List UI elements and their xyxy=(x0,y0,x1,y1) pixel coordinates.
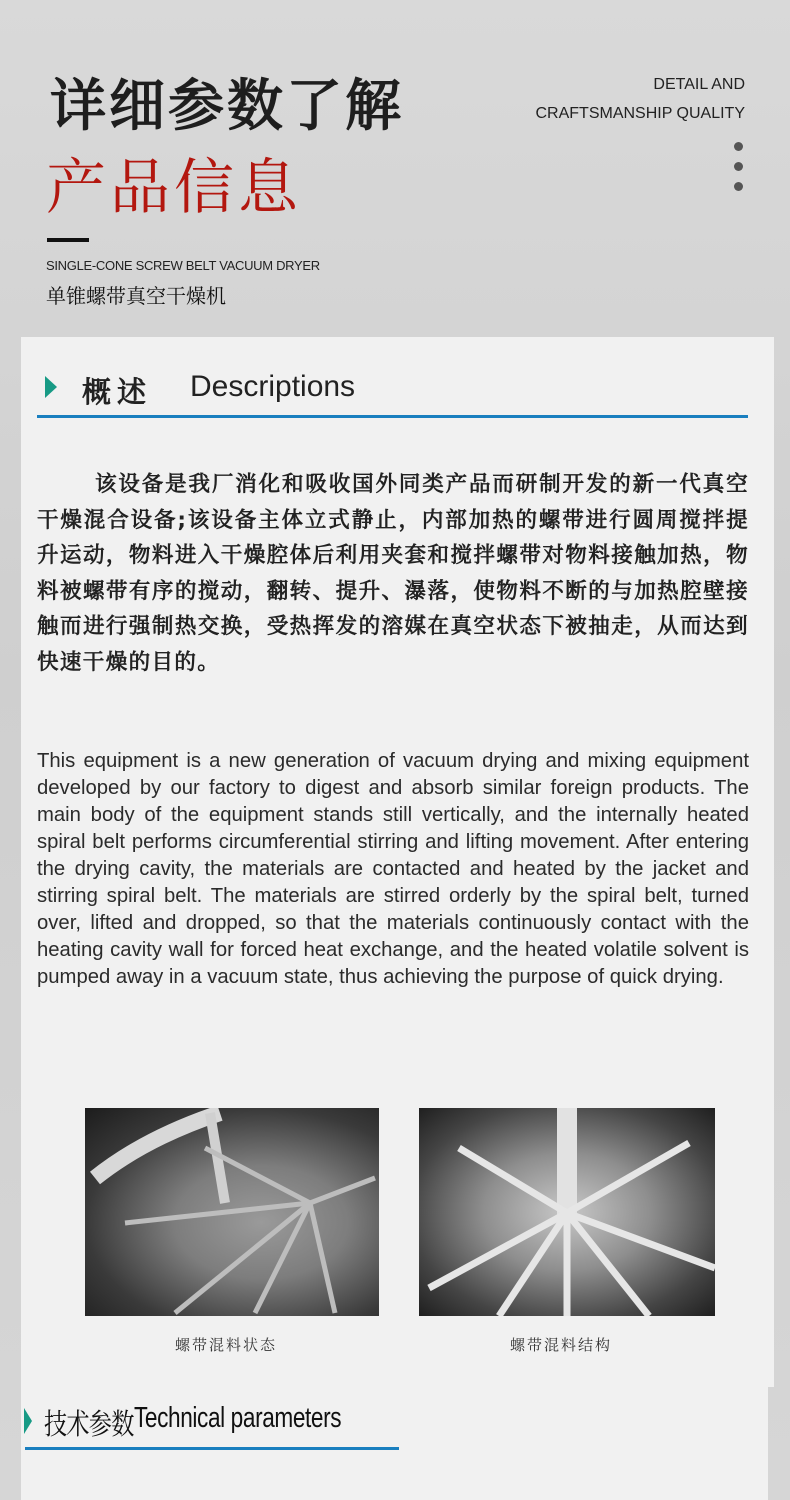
triangle-marker-icon xyxy=(24,1408,32,1434)
descriptions-heading xyxy=(40,367,750,419)
divider-bar xyxy=(47,238,89,242)
triangle-marker-icon xyxy=(45,376,57,398)
section-rule xyxy=(25,1447,399,1450)
descriptions-heading-en: Descriptions xyxy=(190,370,356,403)
product-name-en: SINGLE-CONE SCREW BELT VACUUM DRYER xyxy=(46,258,320,273)
technical-heading xyxy=(22,1400,402,1450)
page-header xyxy=(0,0,790,335)
description-paragraph-cn: 该设备是我厂消化和吸收国外同类产品而研制开发的新一代真空干燥混合设备;该设备主体立式静止，内部加热的螺带进行圆周搅拌提升运动，物料进入干燥腔体后利用夹套和搅拌螺带对物料接触加热，物料被螺带有序的搅动，翻转、提升、瀑落，使物料不断的与加热腔壁接触而进行强制热交换，受热挥发的溶媒在真空状态下被抽走，从而达到快速干燥的目的。 xyxy=(37,472,749,675)
product-name-cn: 单锥螺带真空干燥机 xyxy=(46,284,226,308)
technical-heading-cn: 技术参数 xyxy=(44,1407,134,1441)
photo-caption: 螺带混料状态 xyxy=(175,1336,278,1354)
detail-line-1: DETAIL AND xyxy=(653,76,745,93)
description-paragraph-en: This equipment is a new generation of vacuum drying and mixing equipment developed by our factory to digest and absorb similar foreign products. The main body of the equipment stands still vertically, and the internally heated spiral belt performs circumferential stirring and lifting movement. After entering the drying cavity, the materials are contacted and heated by the jacket and stirring spiral belt. The materials are stirred orderly by the spiral belt, turned over, lifted and dropped, so that the materials continuously contact with the heating cavity wall for forced heat exchange, and the heated volatile solvent is pumped away in a vacuum state, thus achieving the purpose of quick drying. xyxy=(37,750,749,988)
photo-caption: 螺带混料结构 xyxy=(510,1336,613,1354)
mixing-structure-photo xyxy=(419,1108,715,1316)
descriptions-heading-cn: 概述 xyxy=(82,375,153,409)
detail-tagline xyxy=(535,70,745,128)
mixing-state-photo xyxy=(85,1108,379,1316)
section-rule xyxy=(37,415,748,418)
detail-line-2: CRAFTSMANSHIP QUALITY xyxy=(535,105,745,122)
page-title: 详细参数了解 xyxy=(50,74,404,139)
more-dots-icon xyxy=(734,142,744,202)
technical-heading-en: Technical parameters xyxy=(134,1402,342,1434)
page-subtitle: 产品信息 xyxy=(46,153,302,223)
